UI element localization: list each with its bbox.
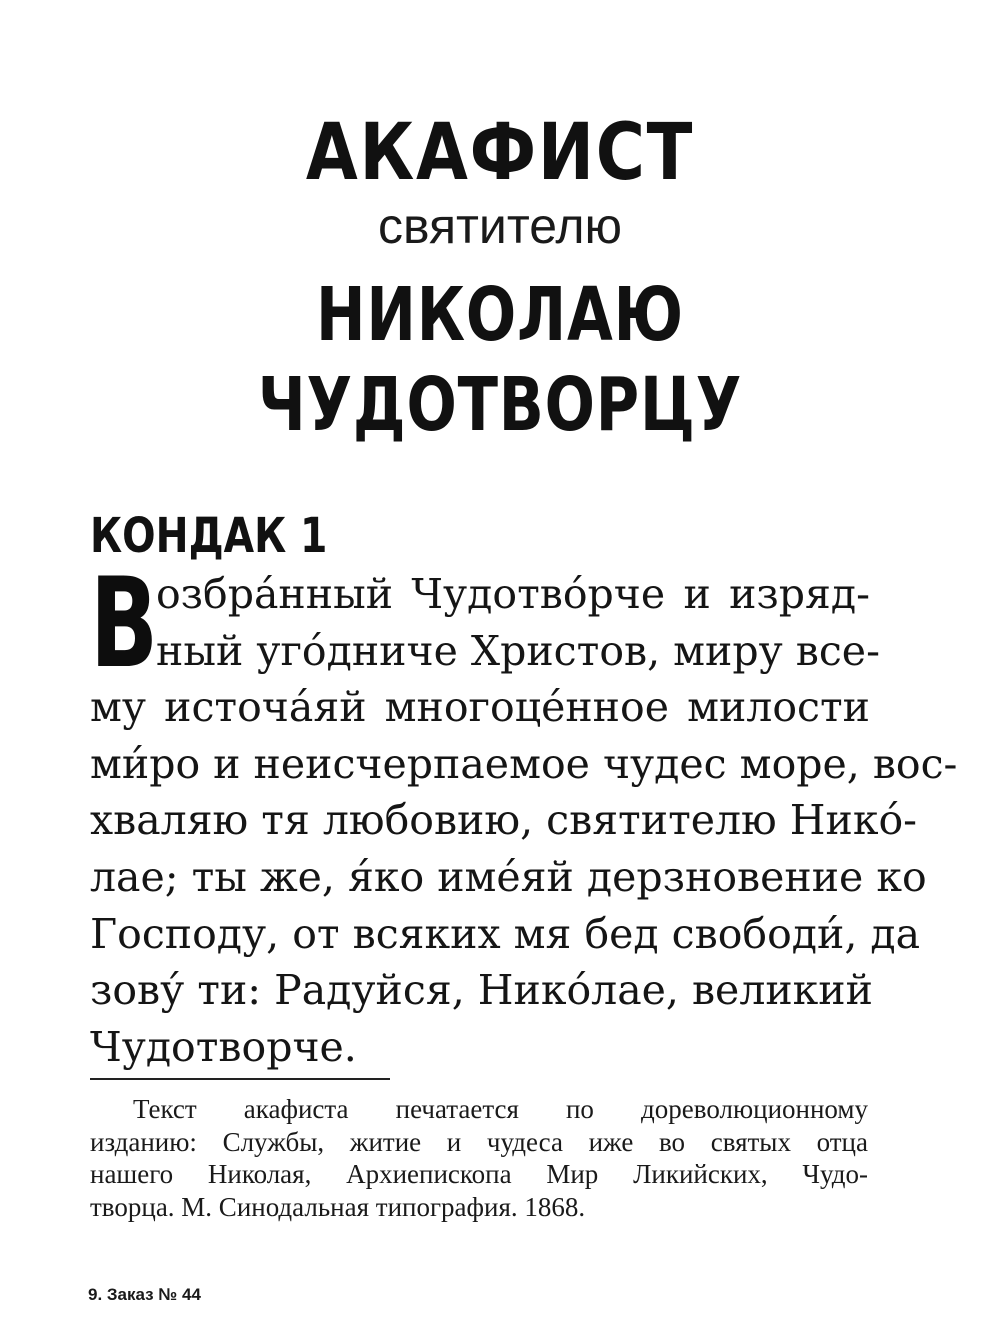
- text-line: хваляю тя любовию, святителю Нико́-: [90, 796, 918, 845]
- footnote-divider: [90, 1078, 390, 1080]
- printer-signature: 9. Заказ № 44: [88, 1285, 201, 1304]
- kondak-heading: КОНДАК 1: [90, 508, 328, 564]
- text-line: озбра́нный Чудотво́рче и изряд-: [156, 570, 870, 618]
- text-line: Чудотворче.: [90, 1022, 357, 1071]
- text-line: зову́ ти: Радуйся, Нико́лае, великий: [90, 966, 873, 1015]
- footnote-line: изданию: Службы, житие и чудеса иже во святых отца: [90, 1126, 868, 1157]
- footnote-line: Текст акафиста печатается по дореволюционному: [133, 1094, 868, 1124]
- footnote-line: нашего Николая, Архиепископа Мир Ликийских, Чудо-: [90, 1159, 868, 1189]
- dedication-title: НИКОЛАЮ ЧУДОТВОРЦУ: [257, 272, 743, 448]
- footnote: [90, 1093, 868, 1223]
- text-line: ный уго́дниче Христов, миру все-: [156, 626, 880, 675]
- text-line: лае; ты же, я́ко име́яй дерзновение ко: [90, 852, 927, 901]
- text-line: Господу, от всяких мя бед свободи́, да: [90, 909, 921, 958]
- text-line: ми́ро и неисчерпаемое чудес море, вос-: [90, 739, 958, 788]
- page-title: АКАФИСТ: [305, 108, 695, 198]
- footnote-line: творца. М. Синодальная типография. 1868.: [90, 1191, 586, 1222]
- page-subtitle: святителю: [377, 198, 623, 254]
- text-line: му источа́яй многоце́нное милости: [90, 683, 870, 732]
- kondak-text: [90, 552, 958, 1075]
- drop-cap-letter: В: [90, 552, 159, 696]
